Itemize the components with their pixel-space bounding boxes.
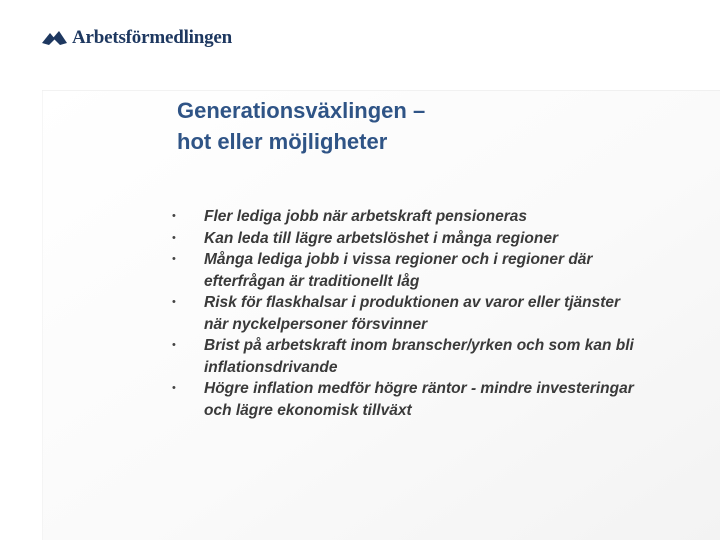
arbetsformedlingen-logo-mark-icon	[41, 29, 69, 47]
slide-title	[177, 95, 637, 157]
bullet-marker: •	[172, 210, 176, 222]
bullet-item-1	[170, 206, 640, 228]
bullet-text-1: Fler lediga jobb när arbetskraft pensioneras	[204, 208, 528, 225]
bullet-marker: •	[172, 296, 176, 308]
bullet-text-4: Risk för flaskhalsar i produktionen av varor eller tjänster när nyckelpersoner försvinner	[204, 294, 621, 333]
bullet-item-5	[170, 335, 640, 378]
bullet-marker: •	[172, 231, 176, 244]
slide-title-line-2: hot eller möjligheter	[177, 129, 388, 154]
bullet-marker: •	[172, 339, 176, 351]
bullet-marker: •	[172, 253, 176, 265]
bullet-item-2	[170, 228, 640, 250]
logo-wordmark: Arbetsförmedlingen	[72, 27, 232, 48]
bullet-text-2: Kan leda till lägre arbetslöshet i många regioner	[204, 229, 559, 247]
bullet-item-3	[170, 249, 640, 292]
bullet-item-6	[170, 378, 640, 421]
bullet-list	[170, 206, 640, 421]
bullet-text-3: Många lediga jobb i vissa regioner och i regioner där efterfrågan är traditionellt låg	[204, 251, 593, 290]
bullet-item-4	[170, 292, 640, 335]
slide-title-line-1: Generationsväxlingen –	[177, 98, 426, 123]
bullet-marker: •	[172, 382, 176, 394]
bullet-text-5: Brist på arbetskraft inom branscher/yrken och som kan bli inflationsdrivande	[204, 337, 634, 376]
arbetsformedlingen-logo	[41, 26, 232, 50]
bullet-text-6: Högre inflation medför högre räntor - mindre investeringar och lägre ekonomisk tillväxt	[204, 380, 634, 419]
